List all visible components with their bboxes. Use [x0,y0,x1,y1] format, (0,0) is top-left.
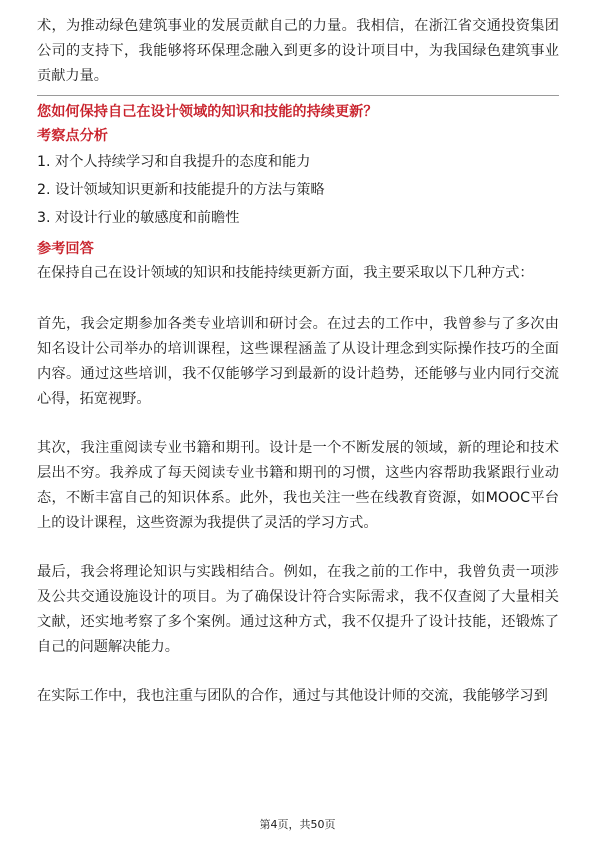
intro-paragraph: 术，为推动绿色建筑事业的发展贡献自己的力量。我相信，在浙江省交通投资集团公司的支持下，我能够将环保理念融入到更多的设计项目中，为我国绿色建筑事业贡献力量。 [37,18,559,84]
analysis-point: 3. 对设计行业的敏感度和前瞻性 [37,210,240,226]
answer-heading: 参考回答 [37,241,94,257]
answer-paragraph: 在实际工作中，我也注重与团队的合作，通过与其他设计师的交流，我能够学习到 [37,688,548,704]
analysis-point: 2. 设计领域知识更新和技能提升的方法与策略 [37,182,325,198]
document-page [37,14,559,709]
answer-paragraph: 最后，我会将理论知识与实践相结合。例如，在我之前的工作中，我曾负责一项涉及公共交通设施设计的项目。为了确保设计符合实际需求，我不仅查阅了大量相关文献，还实地考察了多个案例。通过这种方式，我不仅提升了设计技能，还锻炼了自己的问题解决能力。 [37,564,559,655]
answer-paragraph: 首先，我会定期参加各类专业培训和研讨会。在过去的工作中，我曾参与了多次由知名设计公司举办的培训课程，这些课程涵盖了从设计理念到实际操作技巧的全面内容。通过这些培训，我不仅能够学习到最新的设计趋势，还能够与业内同行交流心得，拓宽视野。 [37,316,559,407]
page-footer: 第4页，共50页 [259,818,336,831]
analysis-heading: 考察点分析 [37,128,108,144]
section-divider [37,95,559,96]
answer-paragraph: 其次，我注重阅读专业书籍和期刊。设计是一个不断发展的领域，新的理论和技术层出不穷。我养成了每天阅读专业书籍和期刊的习惯，这些内容帮助我紧跟行业动态，不断丰富自己的知识体系。此外，我也关注一些在线教育资源，如MOOC平台上的设计课程，这些资源为我提供了灵活的学习方式。 [37,440,559,531]
analysis-point: 1. 对个人持续学习和自我提升的态度和能力 [37,154,311,170]
analysis-points [37,148,559,232]
question-title: 您如何保持自己在设计领域的知识和技能的持续更新？ [37,104,378,120]
answer-lead: 在保持自己在设计领域的知识和技能持续更新方面，我主要采取以下几种方式： [37,265,534,281]
